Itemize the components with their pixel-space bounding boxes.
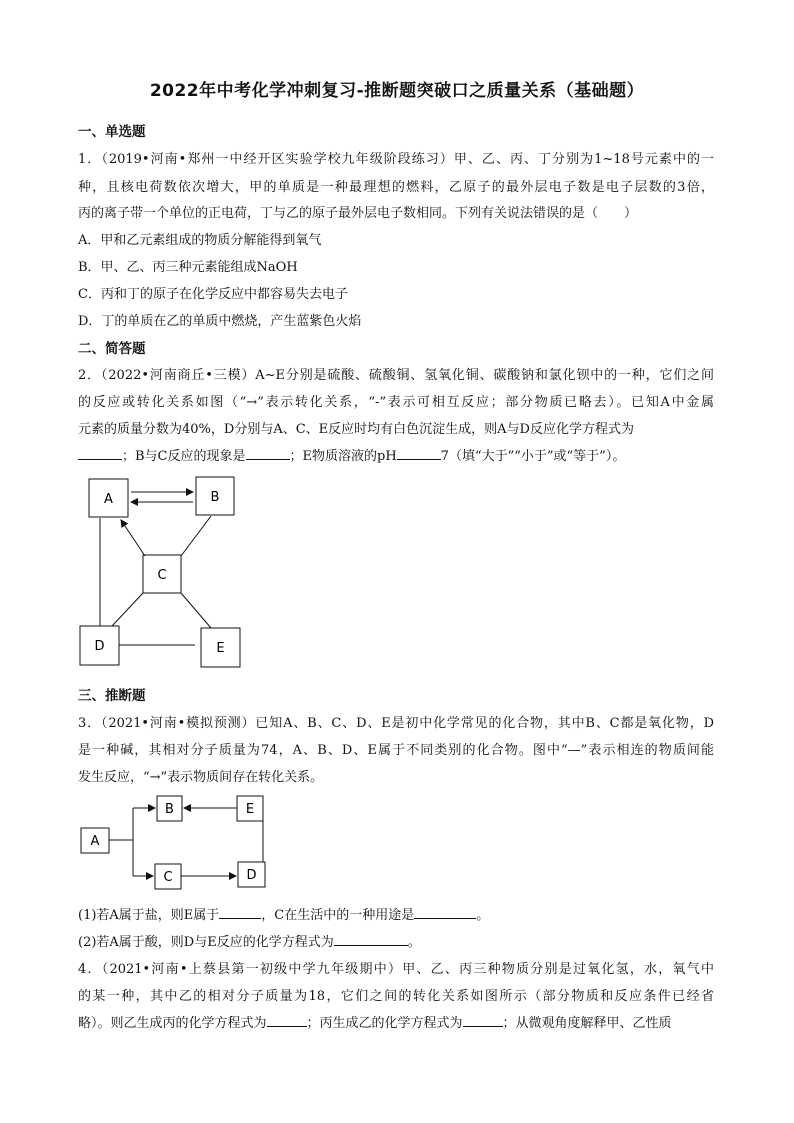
page-title: 2022年中考化学冲刺复习-推断题突破口之质量关系（基础题）	[149, 81, 645, 101]
q2-link-c-d	[112, 593, 143, 626]
q4-text-3b: ；丙生成乙的化学方程式为	[306, 1016, 463, 1031]
svg-text:D: D	[94, 639, 105, 654]
q2-link-c-b	[181, 516, 211, 556]
svg-text:D: D	[246, 868, 257, 883]
q3-box-e	[237, 796, 263, 821]
q2-box-e	[201, 628, 240, 667]
q2-link-c-e	[181, 593, 211, 628]
q3-box-c	[155, 864, 181, 889]
q3-part-2-text-b: 。	[407, 935, 421, 950]
q3-part-1-text-c: 。	[476, 908, 490, 923]
q2-text-4c: 7（填“大于”“小于”或“等于”）。	[440, 449, 626, 464]
q3-part-1-text-b: ，C在生活中的一种用途是	[261, 908, 415, 923]
q3-stem-line-2: 是一种碱，其相对分子质量为74，A、B、D、E属于不同类别的化合物。图中“—”表示相连的物质间能	[78, 743, 714, 758]
q2-text-4b: ；E物质溶液的pH	[289, 449, 397, 464]
q3-box-d	[238, 862, 265, 887]
svg-text:E: E	[216, 641, 225, 656]
q3-part-1-blank-2[interactable]	[414, 905, 476, 919]
q2-box-b	[196, 477, 234, 515]
q1-option-a[interactable]: A．甲和乙元素组成的物质分解能得到氧气	[78, 233, 322, 248]
q3-part-2-blank[interactable]	[334, 932, 408, 946]
q4-stem-line-1: 4．（2021•河南•上蔡县第一初级中学九年级期中）甲、乙、丙三种物质分别是过氧化氢，水，氧气中	[78, 962, 714, 977]
q3-part-2	[78, 931, 421, 950]
q2-stem-line-2: 的反应或转化关系如图（“→”表示转化关系，“-”表示可相互反应；部分物质已略去）。已知A中金属	[78, 395, 714, 410]
q4-answer-blank-1[interactable]	[267, 1013, 307, 1027]
section-heading-short-answer: 二、简答题	[78, 341, 146, 357]
q2-box-c	[143, 555, 181, 593]
q4-stem-line-2: 的某一种，其中乙的相对分子质量为18，它们之间的转化关系如图所示（部分物质和反应条件已经省	[78, 989, 714, 1004]
q3-part-1-text-a: (1)若A属于盐，则E属于	[78, 908, 220, 923]
section-heading-inference: 三、推断题	[78, 688, 146, 704]
svg-text:A: A	[104, 492, 113, 507]
q3-stem-line-1: 3．（2021•河南•模拟预测）已知A、B、C、D、E是初中化学常见的化合物，其中B、C都是氧化物，D	[78, 716, 714, 731]
svg-text:C: C	[163, 870, 173, 885]
q3-part-1	[78, 904, 489, 923]
svg-text:B: B	[165, 802, 174, 817]
q4-answer-blank-2[interactable]	[463, 1013, 503, 1027]
q4-text-3a: 略）。则乙生成丙的化学方程式为	[78, 1016, 267, 1031]
svg-text:B: B	[210, 490, 220, 505]
q2-box-d	[80, 626, 119, 665]
q1-stem-line-3: 丙的离子带一个单位的正电荷，丁与乙的原子最外层电子数相同。下列有关说法错误的是（ ）	[78, 206, 638, 221]
svg-text:C: C	[157, 568, 167, 583]
q1-stem-line-2: 种，且核电荷数依次增大，甲的单质是一种最理想的燃料，乙原子的最外层电子数是电子层数的3倍，	[78, 180, 714, 195]
svg-text:E: E	[245, 802, 255, 817]
q3-stem-line-3: 发生反应，“→”表示物质间存在转化关系。	[78, 770, 324, 785]
q1-option-d[interactable]: D．丁的单质在乙的单质中燃烧，产生蓝紫色火焰	[78, 314, 362, 329]
q3-part-1-blank-1[interactable]	[219, 905, 261, 919]
q3-box-a	[81, 828, 109, 853]
q2-stem-line-1: 2．（2022•河南商丘•三模）A~E分别是硫酸、硫酸铜、氢氧化铜、碳酸钠和氯化钡中的一种，它们之间	[78, 368, 714, 383]
q2-stem-line-3: 元素的质量分数为40%，D分别与A、C、E反应时均有白色沉淀生成，则A与D反应化学方程式为	[78, 422, 634, 437]
q4-text-3c: ；从微观角度解释甲、乙性质	[502, 1016, 672, 1031]
svg-text:A: A	[90, 834, 100, 849]
section-heading-single-choice: 一、单选题	[78, 124, 146, 140]
q1-stem-line-1: 1．（2019•河南•郑州一中经开区实验学校九年级阶段练习）甲、乙、丙、丁分别为1~18号元素中的一	[78, 152, 714, 167]
q3-box-b	[157, 796, 182, 821]
q2-box-a	[89, 479, 128, 517]
q4-stem-line-3	[78, 1012, 672, 1031]
q2-arrow-c-to-a	[121, 520, 145, 556]
q3-part-2-text-a: (2)若A属于酸，则D与E反应的化学方程式为	[78, 935, 334, 950]
q2-text-4a: ；B与C反应的现象是	[122, 449, 246, 464]
q1-option-b[interactable]: B．甲、乙、丙三种元素能组成NaOH	[78, 260, 298, 275]
q1-option-c[interactable]: C．丙和丁的原子在化学反应中都容易失去电子	[78, 287, 348, 302]
